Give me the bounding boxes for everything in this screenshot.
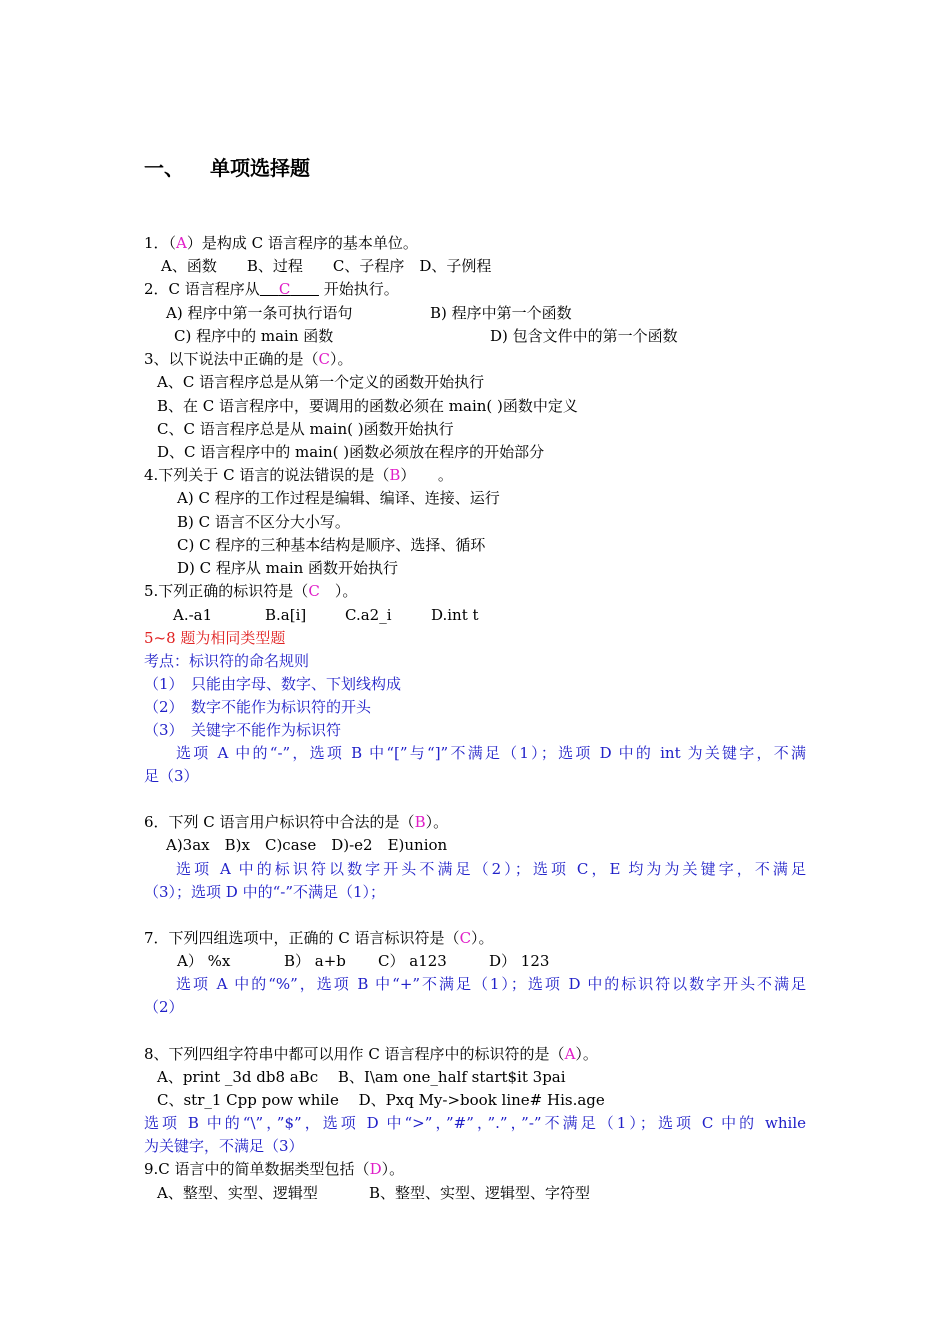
stem-text: ）。 <box>381 1160 405 1178</box>
question-7-option-a: A） %x <box>177 952 231 970</box>
question-3-option-d: D、C 语言程序中的 main( )函数必须放在程序的开始部分 <box>157 443 545 461</box>
answer-letter: D <box>369 1160 382 1178</box>
question-6-stem <box>144 812 448 832</box>
question-3-option-a: A、C 语言程序总是从第一个定义的函数开始执行 <box>157 373 485 391</box>
question-5-option-b: B.a[i] <box>265 606 307 624</box>
question-8-stem <box>144 1044 598 1064</box>
answer-letter: C <box>308 582 320 600</box>
stem-text: 7．下列四组选项中，正确的 C 语言标识符是（ <box>144 929 460 947</box>
question-5-option-a: A.-a1 <box>173 606 213 624</box>
question-4-option-d: D) C 程序从 main 函数开始执行 <box>177 559 399 577</box>
answer-letter: C <box>278 280 291 298</box>
question-8-options-ab: A、print _3d db8 aBc B、I\am one_half start$it 3pai <box>157 1068 566 1086</box>
question-2-option-a: A) 程序中第一条可执行语句 <box>166 304 353 322</box>
question-2-option-d: D) 包含文件中的第一个函数 <box>490 327 678 345</box>
question-4-stem <box>144 465 453 485</box>
question-6-explanation-line2: （3）；选项 D 中的“-”不满足（1）； <box>144 883 386 901</box>
question-4-option-a: A) C 程序的工作过程是编辑、编译、连接、运行 <box>177 489 500 507</box>
stem-text: 6．下列 C 语言用户标识符中合法的是（ <box>144 813 415 831</box>
stem-text: 3、以下说法中正确的是（ <box>144 350 319 368</box>
answer-letter: C <box>459 929 472 947</box>
question-4-option-b: B) C 语言不区分大小写。 <box>177 513 350 531</box>
question-1-stem <box>144 233 418 253</box>
question-9-stem <box>144 1159 404 1179</box>
answer-letter: A <box>176 234 187 252</box>
section-number: 一、 <box>144 156 184 180</box>
stem-text: ）是构成 C 语言程序的基本单位。 <box>186 234 418 252</box>
answer-letter: B <box>414 813 426 831</box>
question-5-option-d: D.int t <box>431 606 479 624</box>
question-7-explanation-line2: （2） <box>144 998 184 1016</box>
stem-text: 5.下列正确的标识符是（ <box>144 582 309 600</box>
stem-text: 4.下列关于 C 语言的说法错误的是（ <box>144 466 390 484</box>
question-3-option-c: C、C 语言程序总是从 main( )函数开始执行 <box>157 420 454 438</box>
stem-text: ）。 <box>471 929 494 947</box>
stem-text: 开始执行。 <box>323 280 399 298</box>
stem-text: ）。 <box>425 813 449 831</box>
stem-text: ）。 <box>330 350 353 368</box>
question-8-options-cd: C、str_1 Cpp pow while D、Pxq My->book line# His.age <box>157 1091 605 1109</box>
question-5-option-c: C.a2_i <box>345 606 392 624</box>
topic-note: 考点：标识符的命名规则 <box>144 652 310 670</box>
stem-text: 8、下列四组字符串中都可以用作 C 语言程序中的标识符的是（ <box>144 1045 565 1063</box>
stem-text: ） 。 <box>400 466 453 484</box>
question-7-stem <box>144 928 494 948</box>
stem-text: 1．（ <box>144 234 177 252</box>
question-3-stem <box>144 349 353 369</box>
section-title: 单项选择题 <box>210 156 310 180</box>
question-7-option-d: D） 123 <box>489 952 550 970</box>
question-2-option-b: B) 程序中第一个函数 <box>430 304 572 322</box>
rule-2: （2） 数字不能作为标识符的开头 <box>144 698 372 716</box>
answer-letter: C <box>318 350 331 368</box>
question-9-option-b: B、整型、实型、逻辑型、字符型 <box>369 1184 591 1202</box>
stem-text: 9.C 语言中的简单数据类型包括（ <box>144 1160 370 1178</box>
question-7-explanation-line1: 选项 A 中的“%”，选项 B 中“+”不满足（1）；选项 D 中的标识符以数字开头不满足 <box>176 975 806 993</box>
question-6-options: A)3ax B)x C)case D)-e2 E)union <box>166 836 448 854</box>
stem-text: 2．C 语言程序从 <box>144 280 260 298</box>
answer-letter: B <box>389 466 401 484</box>
answer-letter: A <box>564 1045 576 1063</box>
stem-text: ）。 <box>319 582 358 600</box>
question-6-explanation-line1: 选项 A 中的标识符以数字开头不满足（2）；选项 C，E 均为为关键字，不满足 <box>176 860 806 878</box>
same-type-note: 5~8 题为相同类型题 <box>144 629 286 647</box>
question-4-option-c: C) C 程序的三种基本结构是顺序、选择、循环 <box>177 536 486 554</box>
question-5-stem <box>144 581 357 601</box>
section-heading <box>144 152 310 181</box>
question-5-explanation-line2: 足（3） <box>144 767 199 785</box>
stem-text: ）。 <box>575 1045 598 1063</box>
question-9-option-a: A、整型、实型、逻辑型 <box>157 1184 318 1202</box>
question-5-explanation-line1: 选项 A 中的“-”，选项 B 中“[”与“]”不满足（1）；选项 D 中的 int 为关键字，不满 <box>176 744 806 762</box>
question-8-explanation-line2: 为关键字，不满足（3） <box>144 1137 304 1155</box>
question-2-stem <box>144 279 399 299</box>
rule-1: （1） 只能由字母、数字、下划线构成 <box>144 675 402 693</box>
question-7-option-b: B） a+b <box>284 952 346 970</box>
question-7-option-c: C） a123 <box>378 952 447 970</box>
question-2-option-c: C) 程序中的 main 函数 <box>174 327 334 345</box>
question-1-options: A、函数 B、过程 C、子程序 D、子例程 <box>161 257 492 275</box>
question-8-explanation-line1: 选项 B 中的“\”，”$”，选项 D 中“>”，”#”，”.”，”-”不满足（1）；选项 C 中的 while <box>144 1114 806 1132</box>
answer-blank <box>260 280 319 298</box>
question-3-option-b: B、在 C 语言程序中，要调用的函数必须在 main( )函数中定义 <box>157 397 578 415</box>
rule-3: （3） 关键字不能作为标识符 <box>144 721 342 739</box>
